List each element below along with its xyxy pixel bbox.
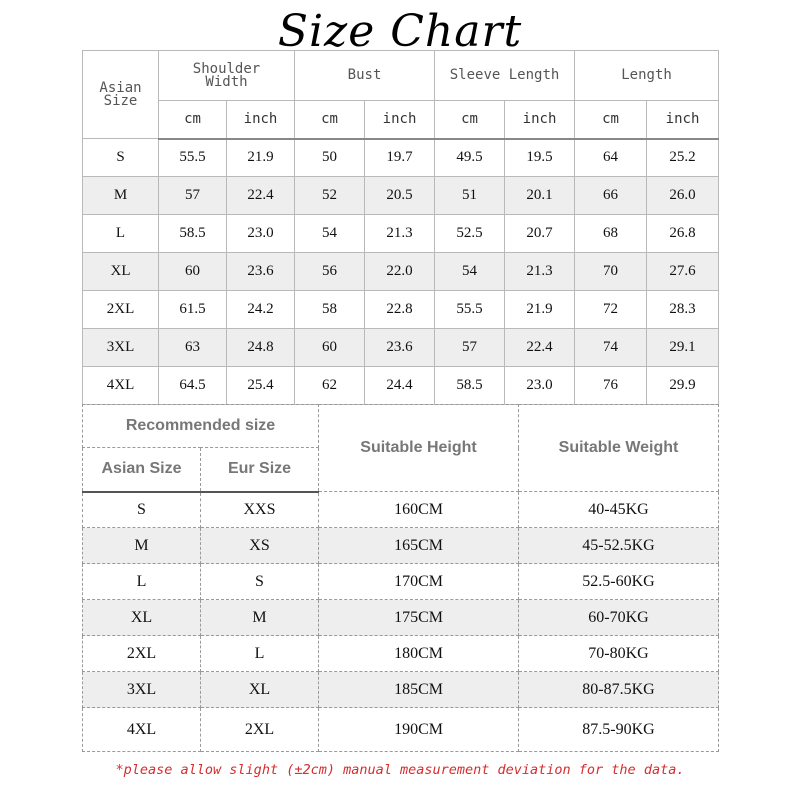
unit-cm-header: cm xyxy=(159,101,227,139)
measurement-cell: 66 xyxy=(575,177,647,215)
size-cell: 3XL xyxy=(83,329,159,367)
measurement-cell: 52.5 xyxy=(435,215,505,253)
recommended-size-table xyxy=(82,404,719,752)
size-cell: 4XL xyxy=(83,367,159,405)
measurement-cell: 23.6 xyxy=(227,253,295,291)
measurement-cell: 20.1 xyxy=(505,177,575,215)
measurement-cell: 24.8 xyxy=(227,329,295,367)
table-row xyxy=(83,367,719,405)
weight-cell: 87.5-90KG xyxy=(519,708,719,752)
sleeve-length-header: Sleeve Length xyxy=(435,51,575,101)
height-cell: 175CM xyxy=(319,600,519,636)
table-row xyxy=(83,672,719,708)
asian-size-cell: 2XL xyxy=(83,636,201,672)
table-row xyxy=(83,600,719,636)
height-cell: 165CM xyxy=(319,528,519,564)
bust-header: Bust xyxy=(295,51,435,101)
measurement-cell: 49.5 xyxy=(435,139,505,177)
measurement-cell: 57 xyxy=(435,329,505,367)
recommended-size-header: Recommended size xyxy=(83,405,319,448)
measurement-cell: 29.1 xyxy=(647,329,719,367)
asian-size-cell: XL xyxy=(83,600,201,636)
measurement-cell: 27.6 xyxy=(647,253,719,291)
eur-size-cell: L xyxy=(201,636,319,672)
eur-size-cell: XL xyxy=(201,672,319,708)
measurement-cell: 22.4 xyxy=(227,177,295,215)
eur-size-cell: XS xyxy=(201,528,319,564)
asian-size-cell: 4XL xyxy=(83,708,201,752)
measurement-cell: 19.7 xyxy=(365,139,435,177)
measurement-cell: 64 xyxy=(575,139,647,177)
height-cell: 160CM xyxy=(319,492,519,528)
measurement-cell: 24.4 xyxy=(365,367,435,405)
measurement-cell: 70 xyxy=(575,253,647,291)
unit-inch-header: inch xyxy=(365,101,435,139)
measurement-cell: 76 xyxy=(575,367,647,405)
measurement-cell: 28.3 xyxy=(647,291,719,329)
measurement-cell: 62 xyxy=(295,367,365,405)
eur-size-cell: S xyxy=(201,564,319,600)
asian-size-cell: S xyxy=(83,492,201,528)
height-cell: 185CM xyxy=(319,672,519,708)
unit-inch-header: inch xyxy=(227,101,295,139)
table-row xyxy=(83,636,719,672)
measurement-cell: 50 xyxy=(295,139,365,177)
measurement-cell: 21.9 xyxy=(227,139,295,177)
measurement-cell: 29.9 xyxy=(647,367,719,405)
table-row xyxy=(83,177,719,215)
measurement-cell: 58.5 xyxy=(159,215,227,253)
measurement-note: *please allow slight (±2cm) manual measurement deviation for the data. xyxy=(115,762,685,778)
measurement-cell: 21.3 xyxy=(505,253,575,291)
eur-size-cell: XXS xyxy=(201,492,319,528)
measurement-cell: 63 xyxy=(159,329,227,367)
measurement-cell: 25.2 xyxy=(647,139,719,177)
shoulder-width-header: Shoulder Width xyxy=(159,51,295,101)
weight-cell: 70-80KG xyxy=(519,636,719,672)
measurement-cell: 25.4 xyxy=(227,367,295,405)
unit-cm-header: cm xyxy=(295,101,365,139)
page-title: Size Chart xyxy=(277,6,523,57)
measurement-cell: 54 xyxy=(295,215,365,253)
weight-cell: 52.5-60KG xyxy=(519,564,719,600)
measurement-cell: 54 xyxy=(435,253,505,291)
measurement-cell: 23.6 xyxy=(365,329,435,367)
weight-cell: 40-45KG xyxy=(519,492,719,528)
asian-size-cell: M xyxy=(83,528,201,564)
unit-cm-header: cm xyxy=(435,101,505,139)
table-row xyxy=(83,492,719,528)
table-row xyxy=(83,708,719,752)
measurement-cell: 64.5 xyxy=(159,367,227,405)
measurement-cell: 51 xyxy=(435,177,505,215)
measurement-cell: 52 xyxy=(295,177,365,215)
asian-size-header: Asian Size xyxy=(83,448,201,492)
size-cell: L xyxy=(83,215,159,253)
eur-size-header: Eur Size xyxy=(201,448,319,492)
unit-inch-header: inch xyxy=(647,101,719,139)
measurement-cell: 21.3 xyxy=(365,215,435,253)
measurement-cell: 55.5 xyxy=(159,139,227,177)
measurement-cell: 22.0 xyxy=(365,253,435,291)
size-measurement-table xyxy=(82,50,719,405)
height-cell: 190CM xyxy=(319,708,519,752)
measurement-cell: 26.0 xyxy=(647,177,719,215)
measurement-cell: 20.7 xyxy=(505,215,575,253)
measurement-cell: 72 xyxy=(575,291,647,329)
size-cell: M xyxy=(83,177,159,215)
measurement-cell: 57 xyxy=(159,177,227,215)
asian-size-header: Asian Size xyxy=(83,51,159,139)
measurement-cell: 24.2 xyxy=(227,291,295,329)
measurement-cell: 19.5 xyxy=(505,139,575,177)
measurement-cell: 58 xyxy=(295,291,365,329)
height-cell: 170CM xyxy=(319,564,519,600)
measurement-cell: 74 xyxy=(575,329,647,367)
size-cell: 2XL xyxy=(83,291,159,329)
unit-inch-header: inch xyxy=(505,101,575,139)
suitable-weight-header: Suitable Weight xyxy=(519,405,719,492)
suitable-height-header: Suitable Height xyxy=(319,405,519,492)
table-row xyxy=(83,253,719,291)
measurement-cell: 23.0 xyxy=(227,215,295,253)
measurement-cell: 60 xyxy=(295,329,365,367)
height-cell: 180CM xyxy=(319,636,519,672)
table-row xyxy=(83,139,719,177)
table-row xyxy=(83,528,719,564)
measurement-cell: 23.0 xyxy=(505,367,575,405)
weight-cell: 80-87.5KG xyxy=(519,672,719,708)
measurement-cell: 20.5 xyxy=(365,177,435,215)
weight-cell: 60-70KG xyxy=(519,600,719,636)
unit-cm-header: cm xyxy=(575,101,647,139)
size-cell: XL xyxy=(83,253,159,291)
table-row xyxy=(83,291,719,329)
measurement-cell: 58.5 xyxy=(435,367,505,405)
measurement-cell: 61.5 xyxy=(159,291,227,329)
weight-cell: 45-52.5KG xyxy=(519,528,719,564)
measurement-cell: 68 xyxy=(575,215,647,253)
size-cell: S xyxy=(83,139,159,177)
measurement-cell: 60 xyxy=(159,253,227,291)
measurement-cell: 26.8 xyxy=(647,215,719,253)
eur-size-cell: M xyxy=(201,600,319,636)
measurement-cell: 55.5 xyxy=(435,291,505,329)
measurement-cell: 21.9 xyxy=(505,291,575,329)
table-row xyxy=(83,329,719,367)
eur-size-cell: 2XL xyxy=(201,708,319,752)
length-header: Length xyxy=(575,51,719,101)
measurement-cell: 56 xyxy=(295,253,365,291)
measurement-cell: 22.8 xyxy=(365,291,435,329)
measurement-cell: 22.4 xyxy=(505,329,575,367)
table-row xyxy=(83,564,719,600)
asian-size-cell: L xyxy=(83,564,201,600)
asian-size-cell: 3XL xyxy=(83,672,201,708)
table-row xyxy=(83,215,719,253)
